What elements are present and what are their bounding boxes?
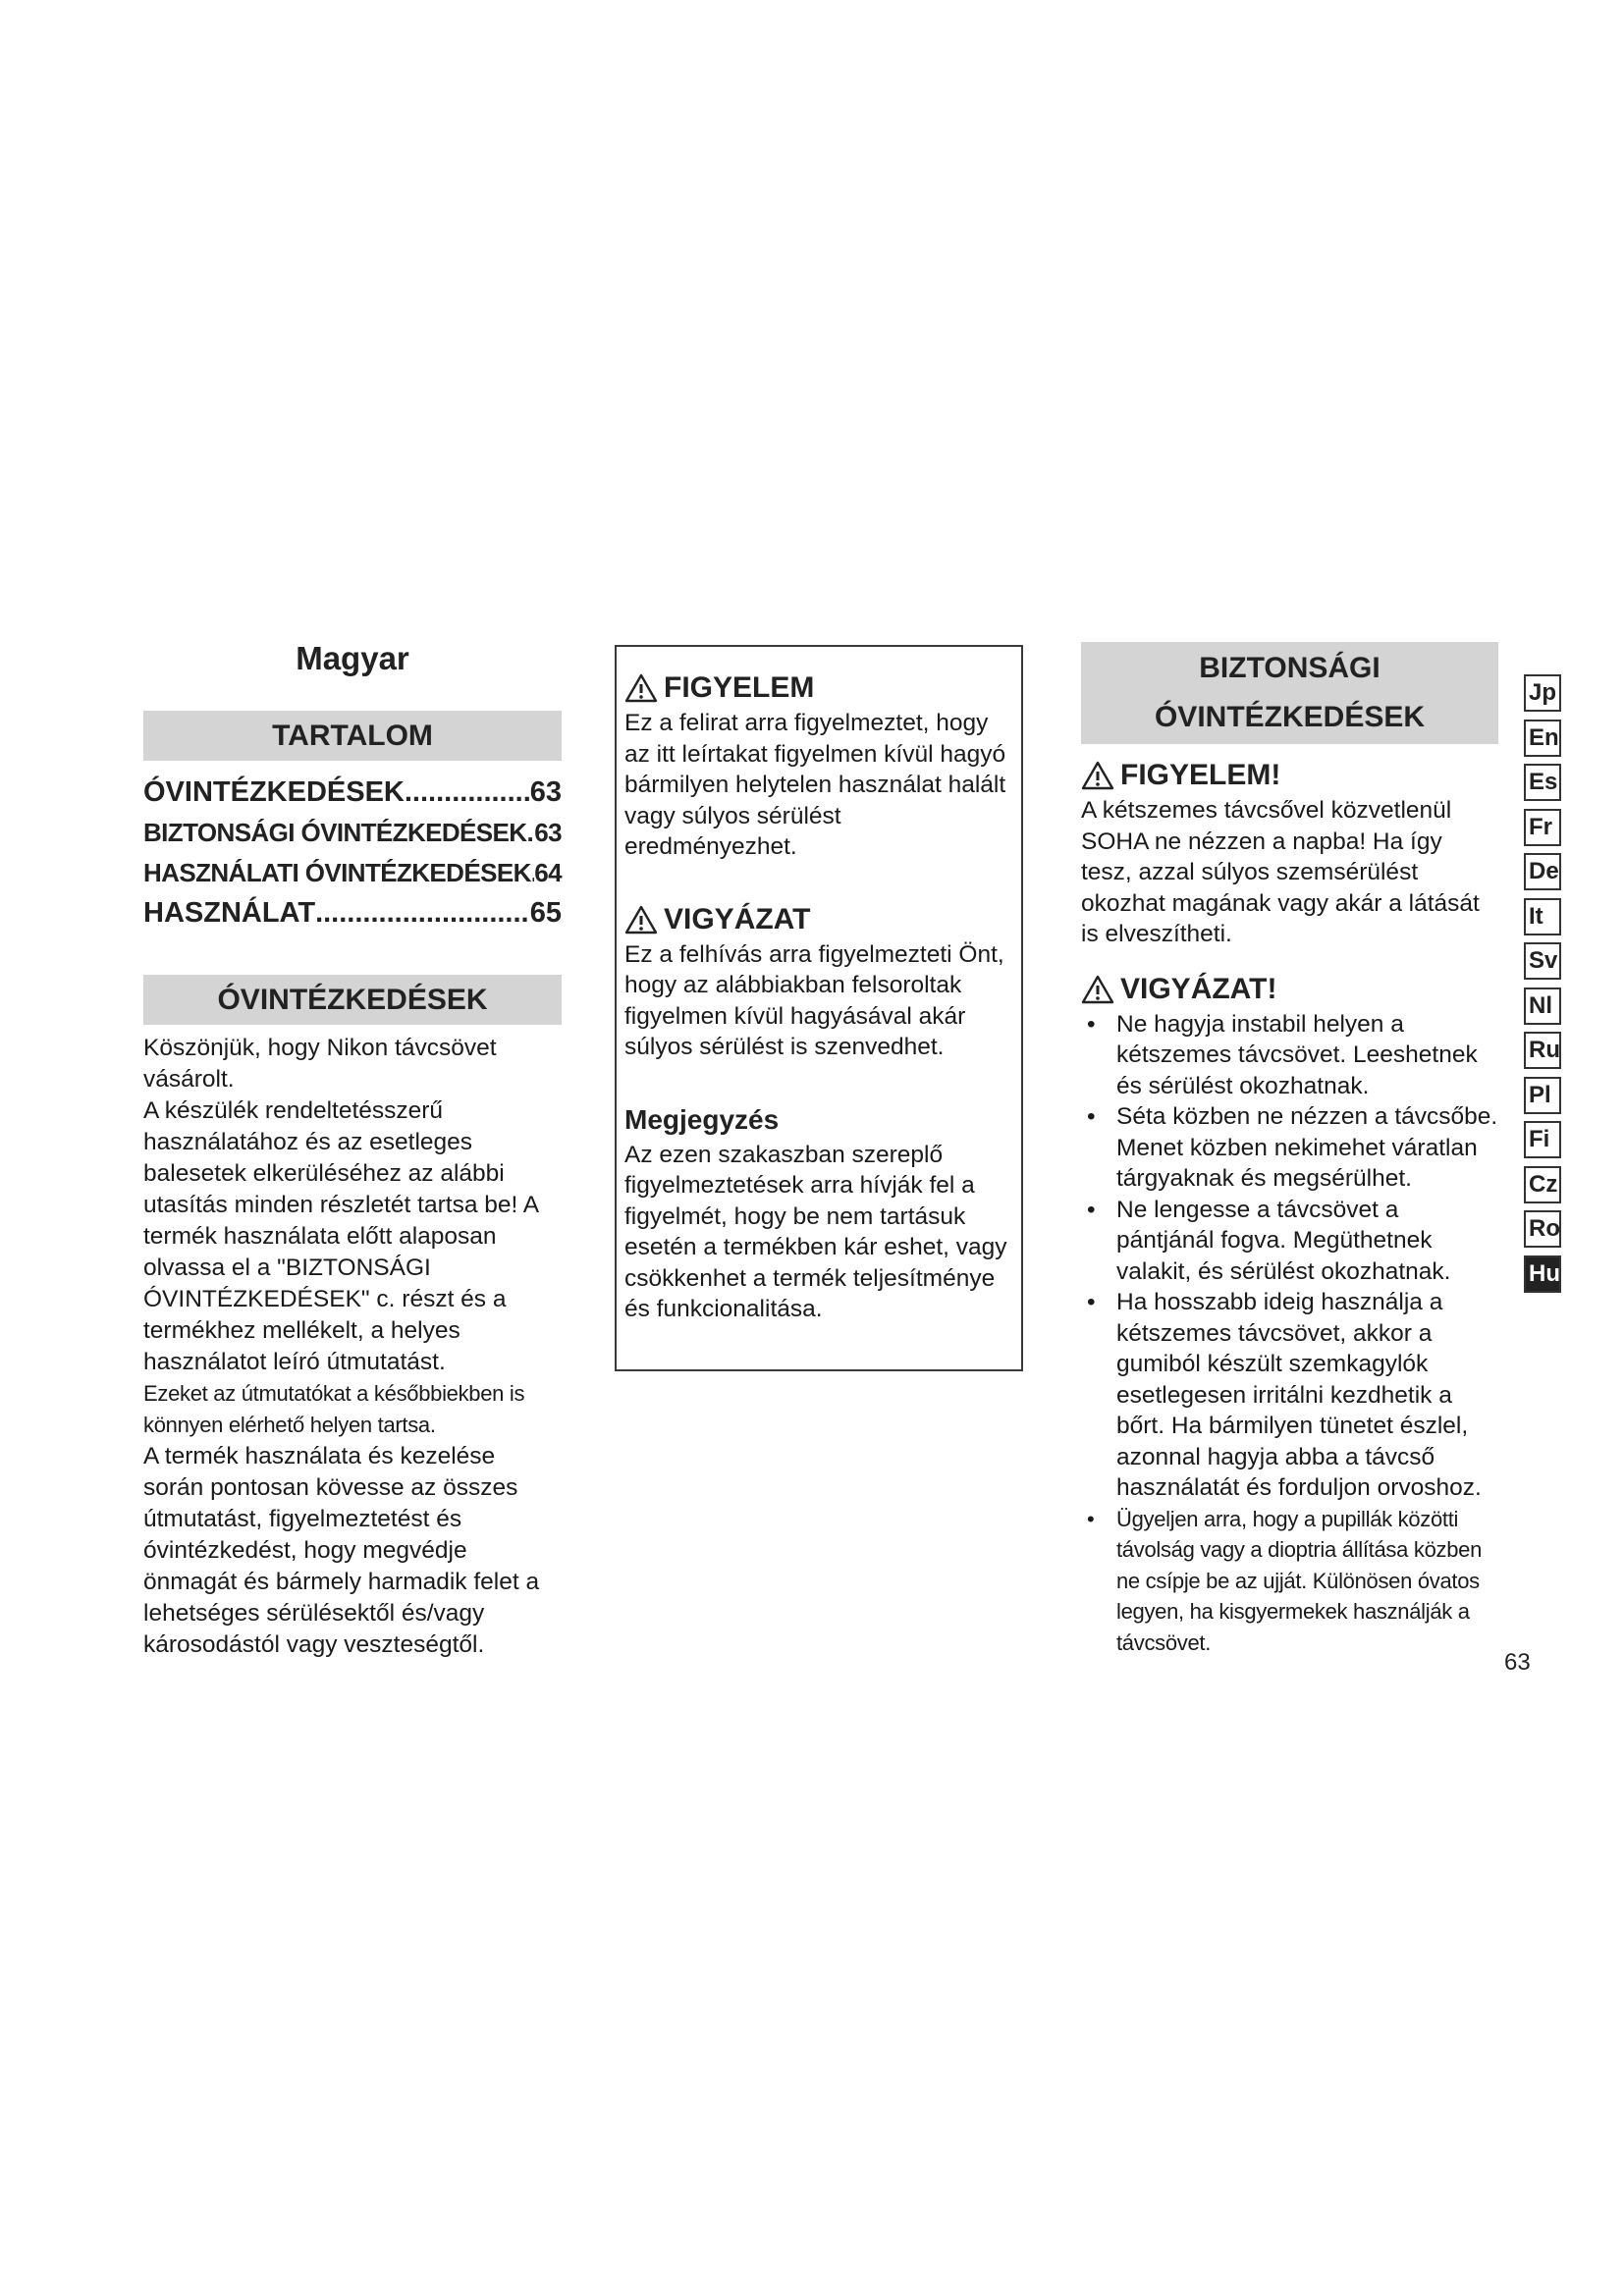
note-text: Az ezen szakaszban szereplő figyelmeztetések arra hívják fel a figyelmét, hogy be nem tartásuk esetén a termékben kár eshet, vagy csökkenhet a termék teljesítménye és funkcionalitása. xyxy=(624,1141,1007,1322)
warning-heading xyxy=(624,668,1013,708)
language-tabs xyxy=(1524,674,1563,1300)
section-heading: ÓVINTÉZKEDÉSEK xyxy=(143,975,562,1025)
toc-item-page: 63 xyxy=(534,818,562,847)
caution-text: Ez a felhívás arra figyelmezteti Önt, hogy az alábbiakban felsoroltak figyelmen kívül hagyásával akár súlyos sérülést is szenvedhet. xyxy=(624,940,1004,1060)
caution-list xyxy=(1081,1009,1498,1659)
caution-heading xyxy=(624,900,1013,939)
paragraph: Köszönjük, hogy Nikon távcsövet vásárolt. xyxy=(143,1035,497,1093)
list-item: • Ügyeljen arra, hogy a pupillák közötti távolság vagy a dioptria állítása közben ne csípje be az ujját. Különösen óvatos legyen, ha kisgyermekek használják a távcsövet. xyxy=(1081,1504,1498,1659)
toc-item-page: 65 xyxy=(529,897,562,929)
note-heading: Megjegyzés xyxy=(624,1103,780,1135)
tab-it[interactable]: It xyxy=(1524,898,1561,935)
paragraph: A készülék rendeltetésszerű használatához és az esetleges balesetek elkerüléséhez az alábbi utasítás minden részletét tartsa be! A termék használata előtt alaposan olvassa el a "BIZTONSÁGI ÓVINTÉZKEDÉSEK" c. részt és a termékhez mellékelt, a helyes használatot leíró útmutatást. xyxy=(143,1097,538,1375)
toc-item-page: 64 xyxy=(534,858,562,887)
toc-item-title: HASZNÁLATI ÓVINTÉZKEDÉSEK xyxy=(143,858,531,887)
toc-item-title: HASZNÁLAT xyxy=(143,897,316,929)
intro-text xyxy=(143,1033,562,1661)
warning-heading-label: FIGYELEM xyxy=(664,671,815,704)
toc-item[interactable] xyxy=(143,773,562,813)
list-item: • Ha hosszabb ideig használja a kétszemes távcsövet, akkor a gumiból készült szemkagylók esetlegesen irritálni kezdhetik a bőrt. Ha bármilyen tünetet észlel, azonnal hagyja abba a távcső használatát és forduljon orvoshoz. xyxy=(1081,1287,1498,1504)
tab-nl[interactable]: Nl xyxy=(1524,988,1561,1025)
warning-heading xyxy=(1081,756,1498,795)
warning-heading-label: FIGYELEM! xyxy=(1120,759,1281,791)
tab-de[interactable]: De xyxy=(1524,853,1561,890)
paragraph: A termék használata és kezelése során pontosan kövesse az összes útmutatást, figyelmeztetést és óvintézkedést, hogy megvédje önmagát és bármely harmadik felet a lehetséges sérülésektől és/vagy károsodástól vagy veszteségtől. xyxy=(143,1443,540,1658)
caution-heading xyxy=(1081,970,1498,1009)
toc-item[interactable] xyxy=(143,853,562,893)
warning-triangle-icon xyxy=(624,905,658,934)
toc-item[interactable] xyxy=(143,893,562,934)
safety-column xyxy=(1081,642,1498,1658)
tab-es[interactable]: Es xyxy=(1524,764,1561,801)
toc-item-page: 63 xyxy=(529,776,562,808)
tab-en[interactable]: En xyxy=(1524,720,1561,757)
warning-text: Ez a felirat arra figyelmeztet, hogy az itt leírtakat figyelmen kívül hagyó bármilyen helytelen használat halált vagy súlyos sérülést eredményezhet. xyxy=(624,710,1006,860)
safety-heading: BIZTONSÁGI ÓVINTÉZKEDÉSEK xyxy=(1081,642,1498,744)
toc-item[interactable] xyxy=(143,813,562,853)
toc-item-title: BIZTONSÁGI ÓVINTÉZKEDÉSEK xyxy=(143,818,527,847)
tab-fr[interactable]: Fr xyxy=(1524,809,1561,846)
contents-heading: TARTALOM xyxy=(143,711,562,761)
table-of-contents xyxy=(143,773,562,934)
tab-ru[interactable]: Ru xyxy=(1524,1032,1561,1069)
paragraph: Ezeket az útmutatókat a későbbiekben is könnyen elérhető helyen tartsa. xyxy=(143,1381,525,1437)
tab-sv[interactable]: Sv xyxy=(1524,942,1561,980)
contents-column xyxy=(143,628,562,1661)
tab-ro[interactable]: Ro xyxy=(1524,1210,1561,1248)
tab-cz[interactable]: Cz xyxy=(1524,1166,1561,1203)
list-item: • Ne lengesse a távcsövet a pántjánál fogva. Megüthetnek valakit, és sérülést okozhatnak. xyxy=(1081,1195,1498,1288)
tab-jp[interactable]: Jp xyxy=(1524,674,1561,712)
tab-hu[interactable]: Hu xyxy=(1524,1255,1561,1293)
list-item: • Séta közben ne nézzen a távcsőbe. Menet közben nekimehet váratlan tárgyaknak és megsérülhet. xyxy=(1081,1101,1498,1195)
language-title: Magyar xyxy=(296,640,409,676)
warning-triangle-icon xyxy=(1081,975,1114,1004)
warning-text: A kétszemes távcsővel közvetlenül SOHA ne nézzen a napba! Ha így tesz, azzal súlyos szemsérülést okozhat magának vagy akár a látását is elveszítheti. xyxy=(1081,797,1480,947)
toc-item-title: ÓVINTÉZKEDÉSEK xyxy=(143,776,405,808)
list-item: • Ne hagyja instabil helyen a kétszemes távcsövet. Leeshetnek és sérülést okozhatnak. xyxy=(1081,1009,1498,1102)
caution-heading-label: VIGYÁZAT xyxy=(664,902,811,935)
page-number: 63 xyxy=(1504,1649,1531,1676)
tab-pl[interactable]: Pl xyxy=(1524,1077,1561,1114)
warning-triangle-icon xyxy=(624,673,658,703)
warning-triangle-icon xyxy=(1081,761,1114,790)
caution-heading-label: VIGYÁZAT! xyxy=(1120,972,1277,1005)
tab-fi[interactable]: Fi xyxy=(1524,1121,1561,1158)
symbol-legend-box xyxy=(615,645,1023,1371)
